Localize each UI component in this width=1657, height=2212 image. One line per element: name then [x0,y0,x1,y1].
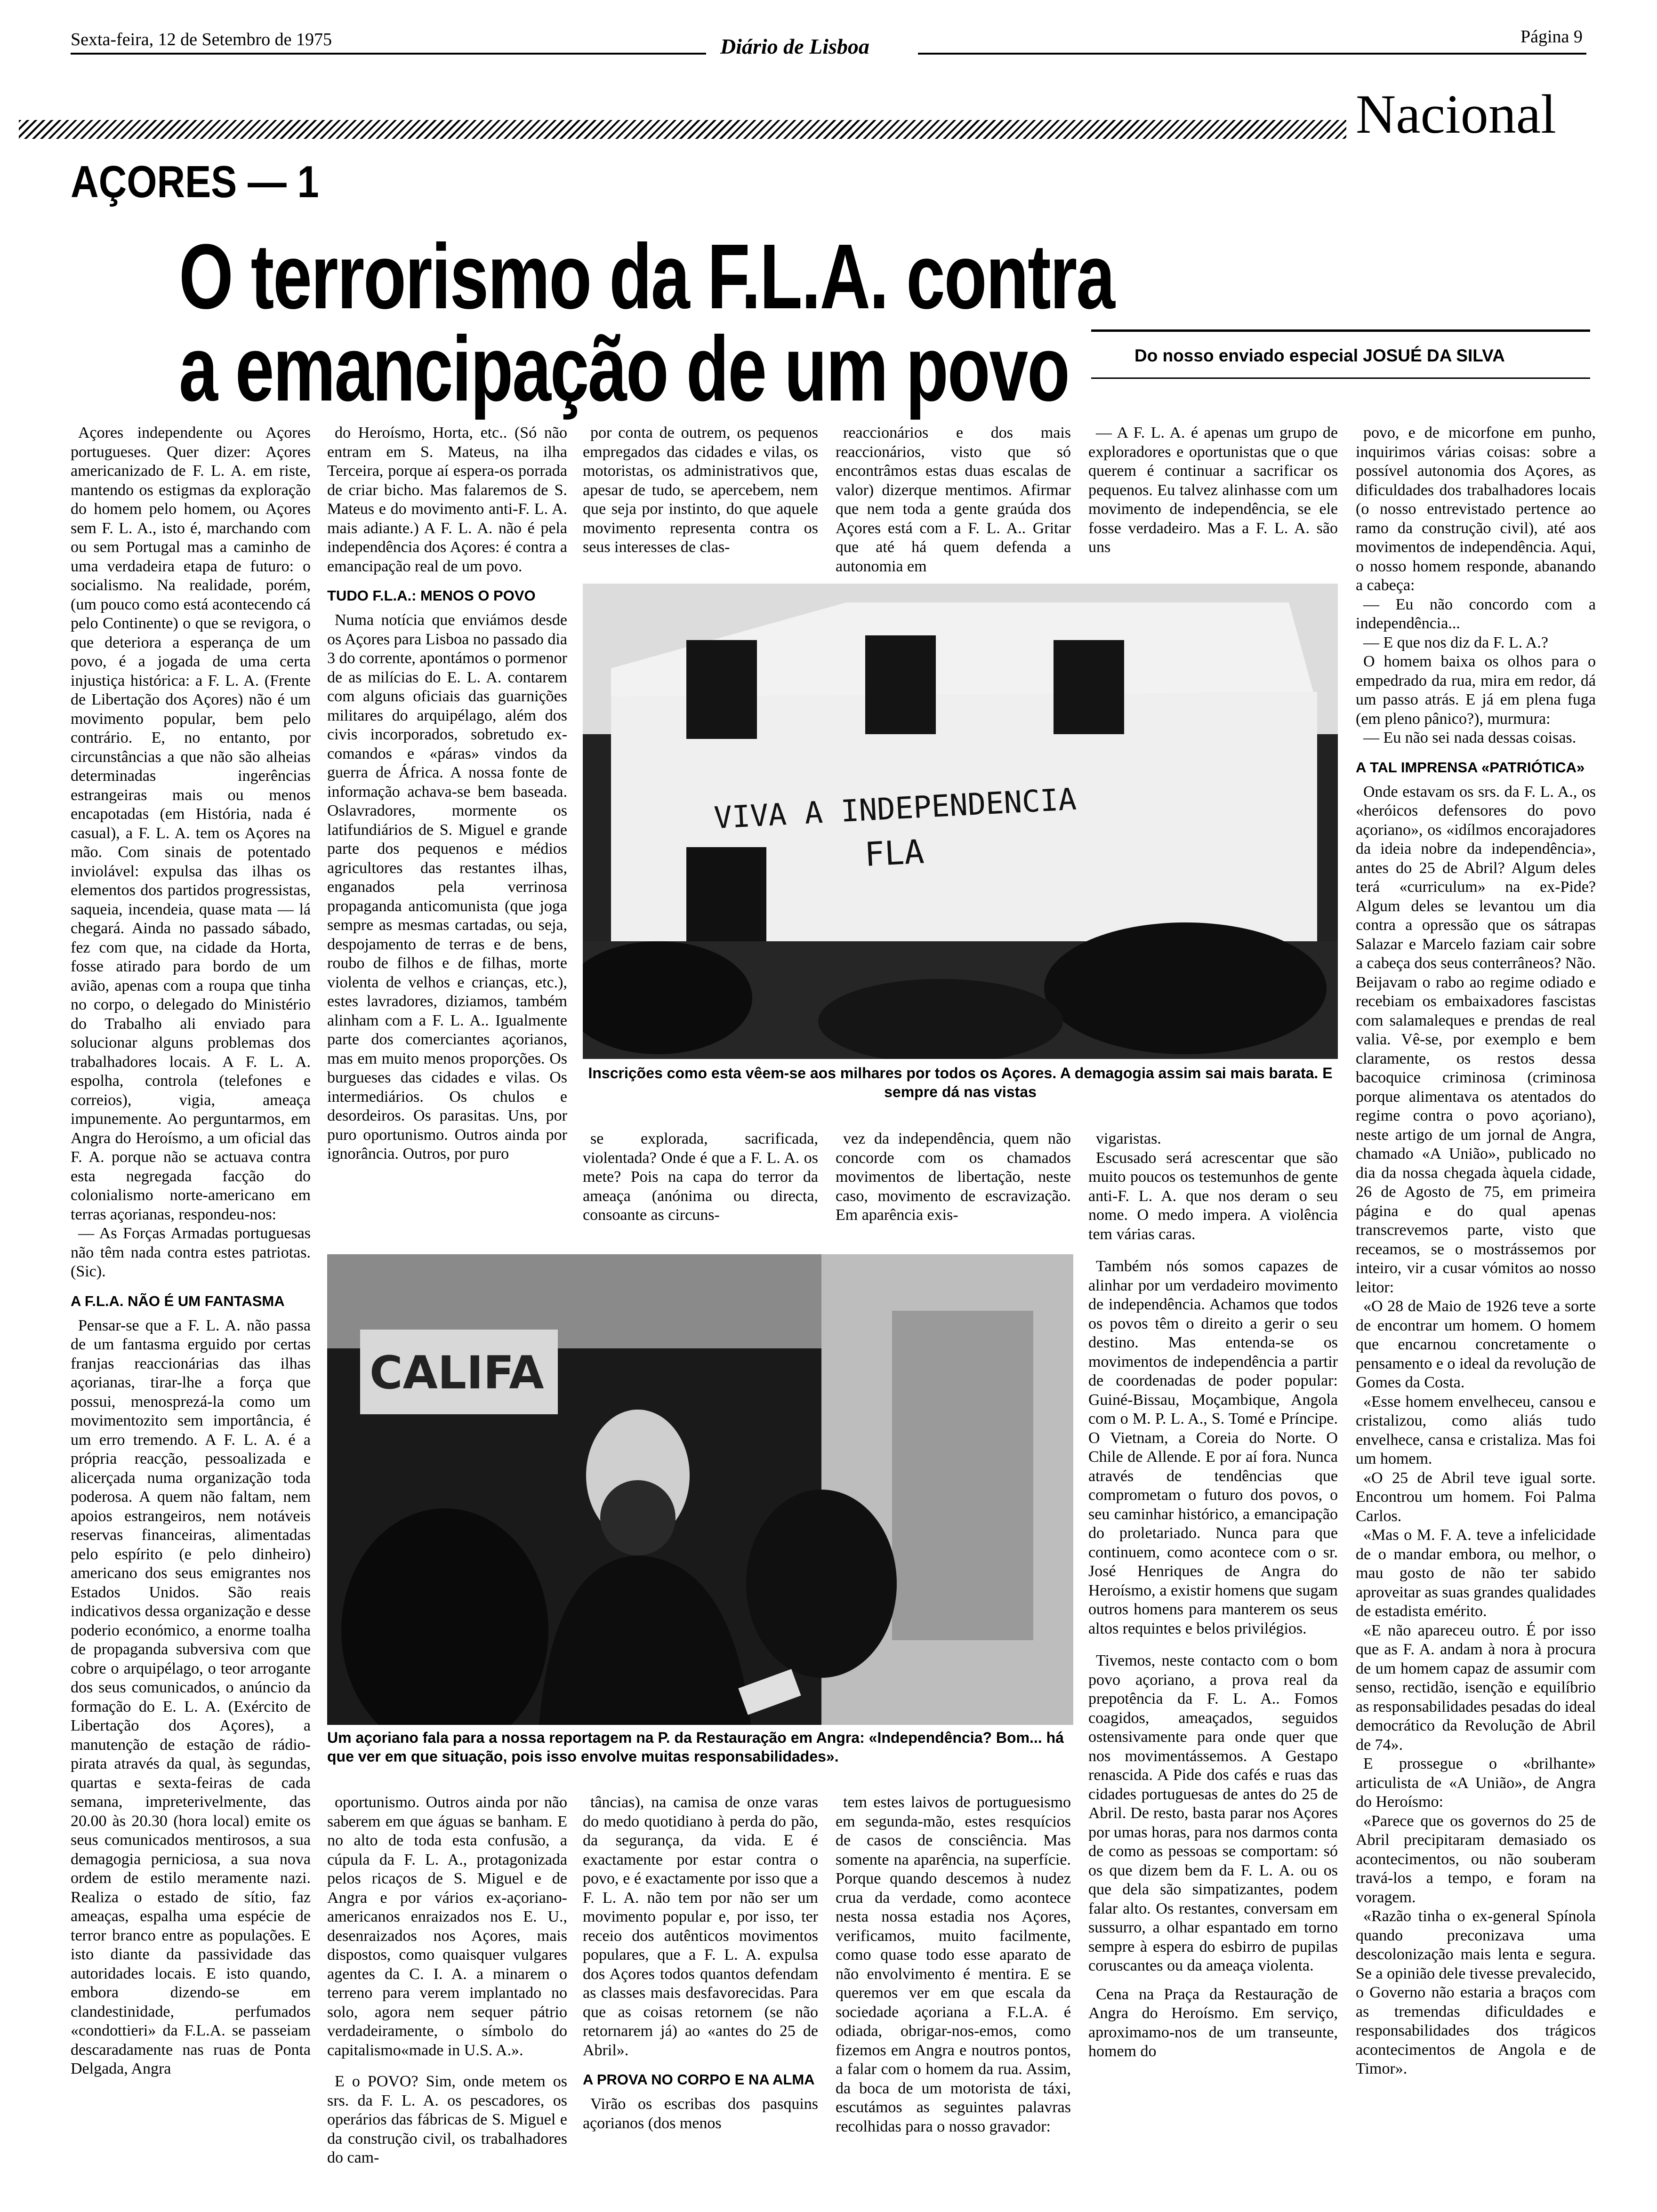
subheading-fla-not-ghost: A F.L.A. NÃO É UM FANTASMA [71,1292,285,1309]
paragraph: Cena na Praça da Restauração de Angra do Heroísmo. Em serviço, aproximamo-nos de um transeunte, homem do [1088,1985,1338,2060]
paragraph: povo, e de micorfone em punho, inquirimos várias coisas: sobre a possível autonomia dos Açores, as dificuldades dos trabalhadores locais (o nosso entrevistado pertence ao ramo da construção civil), até aos movimentos de independência. Aqui, o nosso homem responde, abanando a cabeça: [1356,424,1596,594]
photo-man-interview [327,1254,1073,1725]
paragraph: — As Forças Armadas portuguesas não têm nada contra estes patriotas. (Sic). [71,1225,311,1280]
subheading-patriotic-press: A TAL IMPRENSA «PATRIÓTICA» [1356,759,1585,776]
paragraph: Pensar-se que a F. L. A. não passa de um fantasma erguido por certas franjas reaccionárias das ilhas açorianas, tirar-lhe a força que possui, menosprezá-la como um movimentozito sem importância, é um erro tremendo. A F. L. A. é a própria reacção, pessoalizada e alicerçada numa organização toda poderosa. A quem não faltam, nem apoios estrangeiros, nem notáveis reservas financeiras, alimentadas pelo espírito (e pelo dinheiro) americano dos seus emigrantes nos Estados Unidos. São reais indicativos dessa organização e desse poderio económico, a enorme toalha de propaganda subversiva com que cobre o arquipélago, o teor arrogante dos seus comunicados, o anúncio da formação do E. L. A. (Exército de Libertação dos Açores), a manutenção de estação de rádio-pirata através da qual, às segundas, quartas e sexta-feiras de cada semana, impreterivelmente, das 20.00 às 20.30 (hora local) emite os seus comunicados mentirosos, a sua demagogia perniciosa, a sua nova ordem de estilo meramente nazi. Realiza o estado de sítio, faz ameaças, espalha uma espécie de terror branco entre as populações. E isto diante da passividade das autoridades locais. E isto quando, embora dizendo-se em clandestinidade, perfumados «condottieri» da F.L.A. se passeiam descaradamente nas ruas de Ponta Delgada, Angra [71,1316,311,2077]
paragraph: «Esse homem envelheceu, cansou e cristalizou, como aliás tudo envelhece, cansa e cristaliza. Mas foi um homem. [1356,1393,1596,1467]
subheading-everything-fla: TUDO F.L.A.: MENOS O POVO [327,587,536,604]
subheading-proof: A PROVA NO CORPO E NA ALMA [583,2071,815,2088]
paragraph: Virão os escribas dos pasquins açorianos (dos menos [583,2095,818,2132]
column-3-mid [583,1130,818,1247]
column-3-bottom [583,1793,818,2198]
paragraph: «Razão tinha o ex-general Spínola quando preconizava uma descolonização mais lenta e segura. Se a opinião dele tivesse prevalecido, o Governo não estaria a braços com as tremendas dificuldades e responsabilidades dos trágicos acontecimentos de Angola e de Timor». [1356,1907,1596,2077]
paragraph: se explorada, sacrificada, violentada? Onde é que a F. L. A. os mete? Pois na capa do terror da ameaça (anónima ou directa, consoante as circuns- [583,1130,818,1224]
califa-sign: CALIFA [370,1346,544,1399]
headline-line-1: O terrorismo da F.L.A. contra [179,225,1114,328]
paragraph: — Eu não sei nada dessas coisas. [1363,729,1577,746]
paragraph: Tivemos, neste contacto com o bom povo açoriano, a prova real da prepotência da F. L. A.. Fomos coagidos, ameaçados, seguidos ostensivamente para onde quer que nos movimentássemos. A Gestapo renascida. A Pide dos cafés e ruas das cidades portuguesas de antes do 25 de Abril. De resto, basta parar nos Açores por umas horas, para nos darmos conta de como as pessoas se comportam: só os que dizem bem da F. L. A. ou os que dela são simpatizantes, podem falar alto. Os restantes, conversam em sussurro, a olhar espantado em torno sempre à espera do esbirro de pupilas coruscantes ou da ameaça violenta. [1088,1652,1338,1974]
paragraph: — A F. L. A. é apenas um grupo de exploradores e oportunistas que o que querem é continuar a sacrificar os pequenos. Eu talvez alinhasse com um movimento de independência, se ele fosse verdadeiro. Mas a F. L. A. são uns [1088,424,1338,556]
masthead-rule-right [918,53,1586,55]
paragraph: «Mas o M. F. A. teve a infelicidade de o mandar embora, ou melhor, o mau gosto de não ter sabido aproveitar as suas grandes qualidades de estadista emérito. [1356,1526,1596,1620]
byline-rule-bottom [1091,377,1590,379]
column-2-bottom [327,1793,567,2198]
issue-date: Sexta-feira, 12 de Setembro de 1975 [71,30,332,49]
column-4-mid [836,1130,1071,1247]
photo-1-caption: Inscrições como esta vêem-se aos milhares por todos os Açores. A demagogia assim sai mais barata. E sempre dá nas vistas [588,1065,1333,1100]
paragraph: vez da independência, quem não concorde com os chamados movimentos de libertação, neste caso, movimento de escravização. Em aparência exis- [836,1130,1071,1224]
paragraph: «O 28 de Maio de 1926 teve a sorte de encontrar um homem. O homem que encarnou concretamente o pensamento e o ideal da revolução de Gomes da Costa. [1356,1298,1596,1391]
column-4-bottom [836,1793,1071,2198]
paragraph: Numa notícia que enviámos desde os Açores para Lisboa no passado dia 3 do corrente, apontámos o pormenor de as milícias do E. L. A. contarem com alguns oficiais das guarnições militares do arquipélago, além dos civis incorporados, sobretudo ex-comandos e «páras» vindos da guerra de África. A nossa fonte de informação achava-se bem baseada. Oslavradores, mormente os latifundiários de S. Miguel e grande parte dos pequenos e médios agricultores das restantes ilhas, enganados pela verrinosa propaganda anticomunista (que joga sempre as mesmas cartadas, ou seja, despojamento de terras e de bens, roubo de filhos e de filhas, morte violenta de velhos e crianças, etc.), estes lavradores, diziamos, também alinham com a F. L. A.. Igualmente parte dos comerciantes açorianos, mas em muito menos proporções. Os burgueses das cidades e vilas. Os intermediários. Os chulos e desordeiros. Os parasitas. Uns, por puro oportunismo. Outros ainda por ignorância. Outros, por puro [327,611,567,1162]
headline-line-2: a emancipação de um povo [179,317,1069,420]
column-1 [71,424,311,2193]
headline [179,225,1120,420]
paragraph: O homem baixa os olhos para o empedrado da rua, mira em redor, dá um passo atrás. E já em plena fuga (em pleno pânico?), murmura: [1356,653,1596,728]
paragraph: E o POVO? Sim, onde metem os srs. da F. L. A. os pescadores, os operários das fábricas de S. Miguel e da construção civil, os trabalhadores do cam- [327,2073,567,2166]
paragraph: — E que nos diz da F. L. A.? [1363,633,1548,651]
photo-2-caption: Um açoriano fala para a nossa reportagem na P. da Restauração em Angra: «Independência? Bom... há que ver em que situação, pois isso envolve muitas responsabilidades». [327,1729,1064,1765]
column-4-top [836,424,1071,579]
graffiti-text-1: VIVA A INDEPENDENCIA [713,782,1078,836]
paragraph: E prossegue o «brilhante» articulista de «A União», de Angra do Heroísmo: [1356,1755,1596,1811]
column-2-top [327,424,567,1224]
masthead [0,0,1657,56]
article-kicker: AÇORES — 1 [71,157,319,207]
paragraph: «O 25 de Abril teve igual sorte. Encontrou um homem. Foi Palma Carlos. [1356,1469,1596,1525]
masthead-rule-left [71,53,706,55]
column-6 [1356,424,1596,2193]
paragraph: Açores independente ou Açores portugueses. Quer dizer: Açores americanizado de F. L. A. em riste, mantendo os estigmas da exploração do homem pelo homem, ou Açores sem F. L. A., isto é, marchando com ou sem Portugal mas a caminho de uma verdadeira etapa de futuro: o socialismo. Na realidade, porém, (um pouco como está acontecendo cá pelo Continente) o que se revigora, o que deteriora a esperança de um povo, é a jogada de uma certa injustiça histórica: a F. L. A. (Frente de Libertação dos Açores) não é um movimento popular, bem pelo contrário. E, no entanto, por circunstâncias a que não são alheias determinadas ingerências estrangeiras mais ou menos encapotadas (em História, nada é casual), a F. L. A. tem os Açores na mão. Com sinais de potentado inviolável: expulsa das ilhas os elementos dos partidos progressistas, saqueia, incendeia, quase mata — lá chegará. Ainda no passado sábado, fez com que, na cidade da Horta, fosse atirado para bordo de um avião, apenas com a roupa que tinha no corpo, o delegado do Ministério do Trabalho ali enviado para solucionar alguns problemas dos trabalhadores locais. A F. L. A. espolha, controla (telefones e correios), vigia, ameaça impunemente. Ao perguntarmos, em Angra do Heroísmo, a um oficial das F. A. porque não se actuava contra esta negregada facção do colonialismo norte-americano em terras açorianas, respondeu-nos: [71,424,311,1223]
photo-house-graffiti [583,584,1338,1059]
paragraph: Também nós somos capazes de alinhar por um verdadeiro movimento de independência. Achamos que todos os povos têm o direito a gerir o seu destino. Mas entenda-se os movimentos de independência a partir de coordenadas de poder popular: Guiné-Bissau, Moçambique, Angola com o M. P. L. A., S. Tomé e Príncipe. O Vietnam, a Coreia do Norte. O Chile de Allende. E por aí fora. Nunca através de tendências que comprometam o futuro dos povos, o seu caminhar histórico, a emancipação do proletariado. Nunca para que continuem, como acontece com o sr. José Henriques de Angra do Heroísmo, a existir homens que sugam outros homens para manterem os seus altos requintes e belos privilégios. [1088,1258,1338,1637]
photo-interview-illustration [327,1254,1073,1725]
page-number: Página 9 [1520,27,1583,47]
column-3-top [583,424,818,579]
photo-house-illustration [583,584,1338,1059]
paragraph: tem estes laivos de portuguesismo em segunda-mão, estes resquícios de casos de consciência. Mas somente na aparência, na superfície. Porque quando descemos à nudez crua da verdade, como acontece nesta nossa estadia nos Açores, verificamos, muito facilmente, como quase todo esse aparato de não envolvimento é mentira. E se queremos ver em que escala da sociedade açoriana a F.L.A. é odiada, obrigar-nos-emos, como fizemos em Angra e noutros pontos, a falar com o homem da rua. Assim, da boca de um motorista de táxi, escutámos as seguintes palavras recolhidas para o nosso gravador: [836,1794,1071,2135]
byline-rule [1091,329,1590,332]
column-5-top [1088,424,1338,579]
newspaper-name: Diário de Lisboa [720,34,869,58]
paragraph: Onde estavam os srs. da F. L. A., os «heróicos defensores do povo açoriano», os «idílmos encorajadores da ideia nobre da independência», antes do 25 de Abril? Algum deles terá «curriculum» na ex-Pide? Algum deles se levantou um dia contra a opressão que os sátrapas Salazar e Marcelo faziam cair sobre a cabeça dos seus conterrâneos? Não. Beijavam o rabo ao regime odiado e recebiam os embaixadores fascistas com salamaleques e prendas de real valia. Vê-se, por exemplo e bem claramente, os restos dessa bacoquice criminosa (criminosa porque alimentava os atentados do regime contra o povo açoriano), neste artigo de um jornal de Angra, chamado «A União», publicado no dia da nossa chegada àquela cidade, 26 de Agosto de 75, em primeira página e do qual apenas transcrevemos parte, visto que receamos, se o mostrássemos por inteiro, vir a cusar vómitos ao nosso leitor: [1356,783,1596,1296]
byline: Do nosso enviado especial JOSUÉ DA SILVA [1134,346,1505,365]
paragraph: — Eu não concordo com a independência... [1356,595,1596,632]
paragraph: tâncias), na camisa de onze varas do medo quotidiano à perda do pão, da segurança, da vida. E é exactamente por estar contra o povo, e é exactamente por isso que a F. L. A. não tem por não ser um movimento popular e, por isso, ter receio dos autênticos movimentos populares, que a F. L. A. expulsa dos Açores todos quantos defendam as classes mais desfavorecidas. Para que as coisas retornem (se não retornarem já) ao «antes do 25 de Abril». [583,1794,818,2059]
paragraph: reaccionários e dos mais reaccionários, visto que só encontrâmos estas duas escalas de valor) dizerque mentimos. Afirmar que nem toda a gente graúda dos Açores está com a F. L. A.. Gritar que até há quem defenda a autonomia em [836,424,1071,575]
paragraph: «Parece que os governos do 25 de Abril precipitaram demasiado os acontecimentos, ou não souberam travá-los a tempo, e foram na voragem. [1356,1812,1596,1906]
section-hatch-band [19,120,1346,139]
paragraph: oportunismo. Outros ainda por não saberem em que águas se banham. E no alto de toda esta confusão, a cúpula da F. L. A., protagonizada pelos ricaços de S. Miguel e de Angra e por vários ex-açoriano-americanos enraizados nos E. U., desenraizados nos Açores, mais dispostos, como quaisquer vulgares agentes da C. I. A. a minarem o terreno para verem implantado no solo, agora nem sequer pátrio verdadeiramente, o símbolo do capitalismo«made in U.S. A.». [327,1794,567,2059]
section-name: Nacional [1356,83,1556,145]
paragraph: vigaristas. [1096,1130,1161,1147]
graffiti-text-2: FLA [863,832,925,874]
paragraph: do Heroísmo, Horta, etc.. (Só não entram em S. Mateus, na ilha Terceira, porque aí espera-os porrada de criar bicho. Mas falaremos de S. Mateus e do movimento anti-F. L. A. mais adiante.) A F. L. A. não é pela independência dos Açores: é contra a emancipação real de um povo. [327,424,567,575]
column-5-mid [1088,1130,1338,2188]
paragraph: Escusado será acrescentar que são muito poucos os testemunhos de gente anti-F. L. A. que nos deram o seu nome. O medo impera. A violência tem várias caras. [1088,1149,1338,1243]
paragraph: «E não apareceu outro. É por isso que as F. A. andam à nora à procura de um homem capaz de assumir com senso, rectidão, isenção e equilíbrio as responsabilidades pesadas do ideal democrático da Revolução de Abril de 74». [1356,1621,1596,1754]
paragraph: por conta de outrem, os pequenos empregados das cidades e vilas, os motoristas, os administrativos que, apesar de tudo, se apercebem, nem que seja por instinto, do que aquele movimento representa contra os seus interesses de clas- [583,424,818,556]
